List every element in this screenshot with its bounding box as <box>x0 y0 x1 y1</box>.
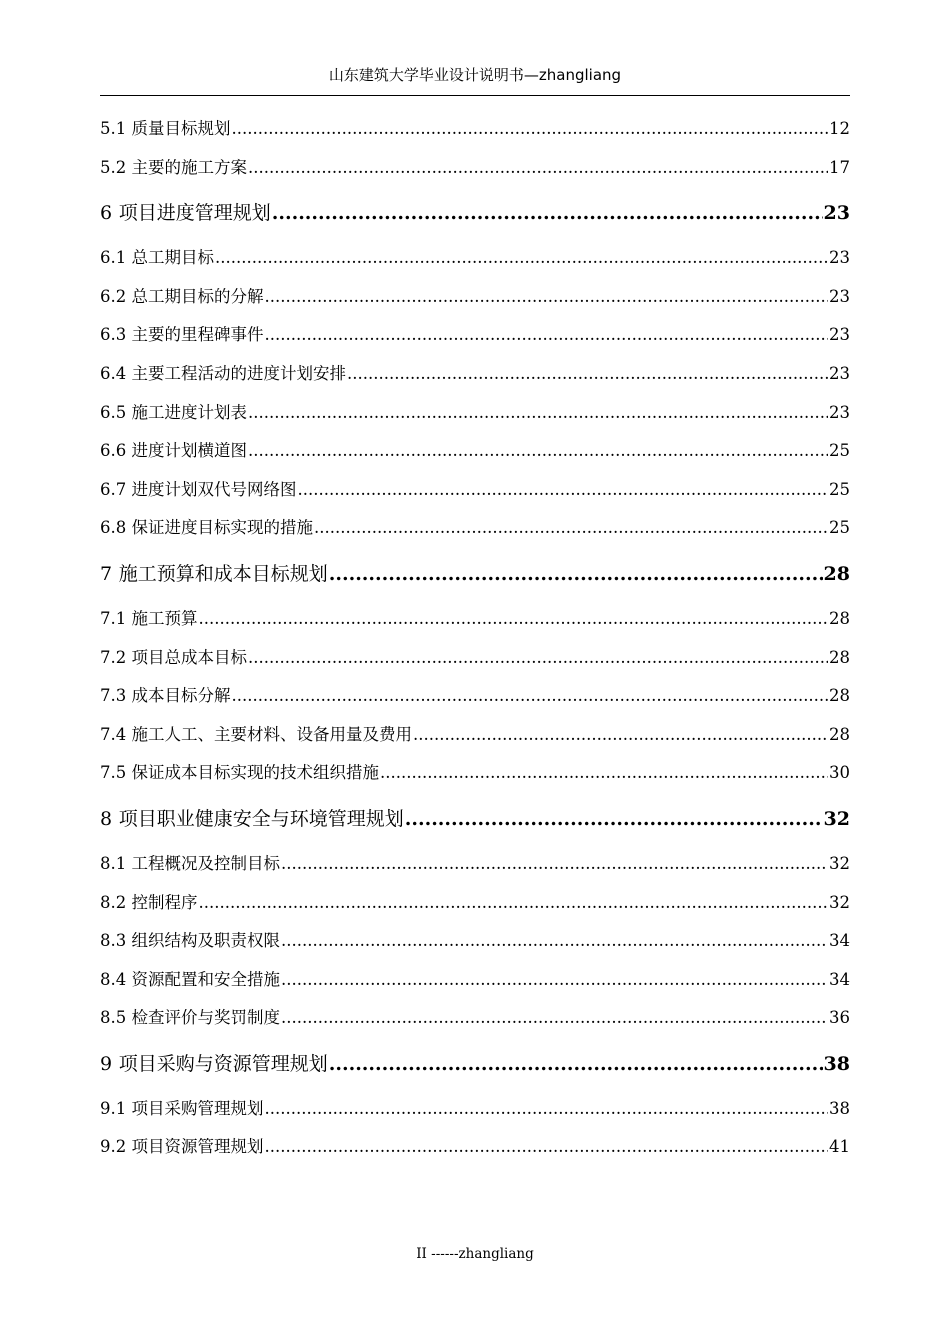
toc-dot-leader <box>314 509 828 548</box>
toc-chapter-entry[interactable] <box>100 1038 850 1090</box>
toc-entry-title <box>100 922 280 961</box>
toc-page-number: 28 <box>829 647 850 667</box>
toc-dot-leader <box>248 149 828 188</box>
toc-entry-title <box>100 639 247 678</box>
toc-chapter-entry[interactable] <box>100 548 850 600</box>
toc-page-number: 23 <box>823 202 850 225</box>
toc-entry-number: 9.2 <box>100 1137 127 1157</box>
toc-dot-leader <box>232 677 829 716</box>
toc-dot-leader <box>265 278 829 317</box>
toc-section-entry[interactable] <box>100 1090 850 1129</box>
toc-section-entry[interactable] <box>100 149 850 188</box>
toc-entry-text: 检查评价与奖罚制度 <box>131 1008 280 1028</box>
toc-entry-title <box>100 793 404 845</box>
toc-page-number: 25 <box>829 479 850 499</box>
toc-section-entry[interactable] <box>100 884 850 923</box>
page-header: 山东建筑大学毕业设计说明书—zhangliang <box>328 66 622 84</box>
toc-entry-number: 8.3 <box>100 931 127 951</box>
toc-entry-text: 项目进度管理规划 <box>118 202 271 225</box>
toc-entry-title <box>100 432 247 471</box>
toc-page-number: 23 <box>829 248 850 268</box>
toc-entry-number: 6 <box>100 202 113 225</box>
toc-dot-leader <box>347 355 828 394</box>
toc-dot-leader <box>413 716 828 755</box>
toc-section-entry[interactable] <box>100 509 850 548</box>
toc-section-entry[interactable] <box>100 999 850 1038</box>
toc-entry-text: 总工期目标的分解 <box>131 286 264 306</box>
toc-page-number: 23 <box>829 325 850 345</box>
toc-entry-number: 6.5 <box>100 402 127 422</box>
toc-entry-number: 6.7 <box>100 479 127 499</box>
toc-entry-text: 进度计划双代号网络图 <box>131 479 297 499</box>
toc-page-number: 28 <box>829 724 850 744</box>
header-rule <box>100 95 850 96</box>
toc-entry-title <box>100 716 412 755</box>
toc-entry-title <box>100 754 379 793</box>
toc-chapter-entry[interactable] <box>100 187 850 239</box>
toc-entry-number: 5.2 <box>100 157 127 177</box>
toc-section-entry[interactable] <box>100 355 850 394</box>
table-of-contents <box>100 110 850 1167</box>
toc-section-entry[interactable] <box>100 639 850 678</box>
toc-entry-number: 7.4 <box>100 724 127 744</box>
toc-entry-number: 7 <box>100 562 113 585</box>
toc-entry-title <box>100 278 264 317</box>
toc-entry-number: 8.1 <box>100 853 127 873</box>
toc-entry-title <box>100 884 198 923</box>
toc-section-entry[interactable] <box>100 432 850 471</box>
toc-entry-text: 保证成本目标实现的技术组织措施 <box>131 763 379 783</box>
toc-section-entry[interactable] <box>100 239 850 278</box>
toc-page-number: 34 <box>829 969 850 989</box>
toc-section-entry[interactable] <box>100 922 850 961</box>
toc-entry-text: 工程概况及控制目标 <box>131 853 280 873</box>
toc-entry-title <box>100 999 280 1038</box>
toc-entry-text: 保证进度目标实现的措施 <box>131 518 313 538</box>
toc-entry-number: 6.2 <box>100 286 127 306</box>
toc-entry-title <box>100 316 264 355</box>
toc-entry-number: 5.1 <box>100 119 127 138</box>
toc-entry-title <box>100 471 297 510</box>
toc-entry-text: 组织结构及职责权限 <box>131 931 280 951</box>
toc-section-entry[interactable] <box>100 845 850 884</box>
toc-entry-number: 7.5 <box>100 763 127 783</box>
toc-entry-text: 项目采购管理规划 <box>131 1098 264 1118</box>
toc-page-number: 28 <box>829 686 850 706</box>
toc-entry-title <box>100 187 271 239</box>
toc-page-number: 38 <box>829 1098 850 1118</box>
toc-entry-text: 主要的施工方案 <box>131 157 247 177</box>
toc-entry-number: 8.4 <box>100 969 127 989</box>
toc-dot-leader <box>281 999 828 1038</box>
toc-entry-text: 施工人工、主要材料、设备用量及费用 <box>131 724 412 744</box>
toc-entry-title <box>100 110 231 149</box>
toc-page-number: 28 <box>823 562 850 585</box>
toc-dot-leader <box>405 793 823 845</box>
toc-entry-number: 6.3 <box>100 325 127 345</box>
toc-chapter-entry[interactable] <box>100 793 850 845</box>
toc-entry-number: 6.4 <box>100 363 127 383</box>
toc-page-number: 32 <box>829 892 850 912</box>
toc-entry-title <box>100 509 313 548</box>
toc-entry-number: 7.2 <box>100 647 127 667</box>
toc-section-entry[interactable] <box>100 1128 850 1167</box>
toc-entry-text: 项目职业健康安全与环境管理规划 <box>118 807 404 830</box>
toc-entry-title <box>100 845 280 884</box>
toc-dot-leader <box>281 922 828 961</box>
toc-entry-title <box>100 149 247 188</box>
toc-entry-text: 质量目标规划 <box>131 119 231 138</box>
toc-section-entry[interactable] <box>100 471 850 510</box>
toc-page-number: 25 <box>829 441 850 461</box>
toc-dot-leader <box>232 110 829 149</box>
toc-entry-number: 6.8 <box>100 518 127 538</box>
toc-dot-leader <box>329 548 823 600</box>
toc-entry-number: 9.1 <box>100 1098 127 1118</box>
toc-page-number: 25 <box>829 518 850 538</box>
toc-entry-number: 8.5 <box>100 1008 127 1028</box>
toc-section-entry[interactable] <box>100 961 850 1000</box>
toc-page-number: 30 <box>829 763 850 783</box>
toc-entry-text: 项目总成本目标 <box>131 647 247 667</box>
toc-section-entry[interactable] <box>100 677 850 716</box>
toc-page-number: 32 <box>829 853 850 873</box>
toc-page-number: 38 <box>823 1052 850 1075</box>
toc-entry-title <box>100 548 328 600</box>
toc-dot-leader <box>248 394 828 433</box>
toc-entry-number: 7.1 <box>100 608 127 628</box>
toc-page-number: 17 <box>829 157 850 177</box>
toc-dot-leader <box>265 1090 829 1129</box>
toc-page-number: 36 <box>829 1008 850 1028</box>
toc-entry-title <box>100 961 280 1000</box>
toc-entry-text: 施工进度计划表 <box>131 402 247 422</box>
toc-entry-text: 主要工程活动的进度计划安排 <box>131 363 346 383</box>
toc-entry-number: 8.2 <box>100 892 127 912</box>
toc-entry-title <box>100 394 247 433</box>
toc-page-number: 41 <box>829 1137 850 1157</box>
toc-entry-title <box>100 355 346 394</box>
toc-entry-text: 成本目标分解 <box>131 686 231 706</box>
toc-entry-title <box>100 239 214 278</box>
toc-entry-number: 8 <box>100 807 113 830</box>
toc-section-entry[interactable] <box>100 110 850 149</box>
toc-dot-leader <box>215 239 828 278</box>
toc-dot-leader <box>199 600 829 639</box>
toc-page-number: 32 <box>823 807 850 830</box>
toc-page-number: 23 <box>829 286 850 306</box>
toc-section-entry[interactable] <box>100 754 850 793</box>
toc-dot-leader <box>265 316 829 355</box>
toc-entry-number: 9 <box>100 1052 113 1075</box>
toc-dot-leader <box>281 845 828 884</box>
toc-entry-title <box>100 1038 328 1090</box>
toc-dot-leader <box>248 639 828 678</box>
toc-entry-number: 7.3 <box>100 686 127 706</box>
toc-entry-text: 资源配置和安全措施 <box>131 969 280 989</box>
toc-dot-leader <box>199 884 829 923</box>
toc-section-entry[interactable] <box>100 316 850 355</box>
toc-dot-leader <box>298 471 829 510</box>
toc-page-number: 23 <box>829 402 850 422</box>
toc-entry-title <box>100 677 231 716</box>
toc-entry-text: 进度计划横道图 <box>131 441 247 461</box>
toc-page-number: 23 <box>829 363 850 383</box>
page-footer: II ------zhangliang <box>416 1246 534 1262</box>
toc-dot-leader <box>281 961 828 1000</box>
toc-entry-text: 主要的里程碑事件 <box>131 325 264 345</box>
toc-dot-leader <box>272 187 823 239</box>
toc-dot-leader <box>329 1038 823 1090</box>
toc-dot-leader <box>248 432 828 471</box>
toc-entry-text: 施工预算和成本目标规划 <box>118 562 328 585</box>
toc-entry-text: 项目采购与资源管理规划 <box>118 1052 328 1075</box>
toc-entry-text: 控制程序 <box>131 892 198 912</box>
toc-entry-title <box>100 1090 264 1129</box>
toc-entry-title <box>100 600 198 639</box>
toc-entry-text: 总工期目标 <box>131 248 214 268</box>
toc-entry-number: 6.1 <box>100 248 127 268</box>
toc-page-number: 12 <box>829 119 850 138</box>
toc-entry-title <box>100 1128 264 1167</box>
toc-dot-leader <box>380 754 828 793</box>
toc-section-entry[interactable] <box>100 600 850 639</box>
toc-section-entry[interactable] <box>100 716 850 755</box>
toc-entry-text: 项目资源管理规划 <box>131 1137 264 1157</box>
toc-page-number: 28 <box>829 608 850 628</box>
toc-entry-text: 施工预算 <box>131 608 198 628</box>
toc-dot-leader <box>265 1128 829 1167</box>
toc-page-number: 34 <box>829 931 850 951</box>
toc-entry-number: 6.6 <box>100 441 127 461</box>
toc-section-entry[interactable] <box>100 394 850 433</box>
toc-section-entry[interactable] <box>100 278 850 317</box>
